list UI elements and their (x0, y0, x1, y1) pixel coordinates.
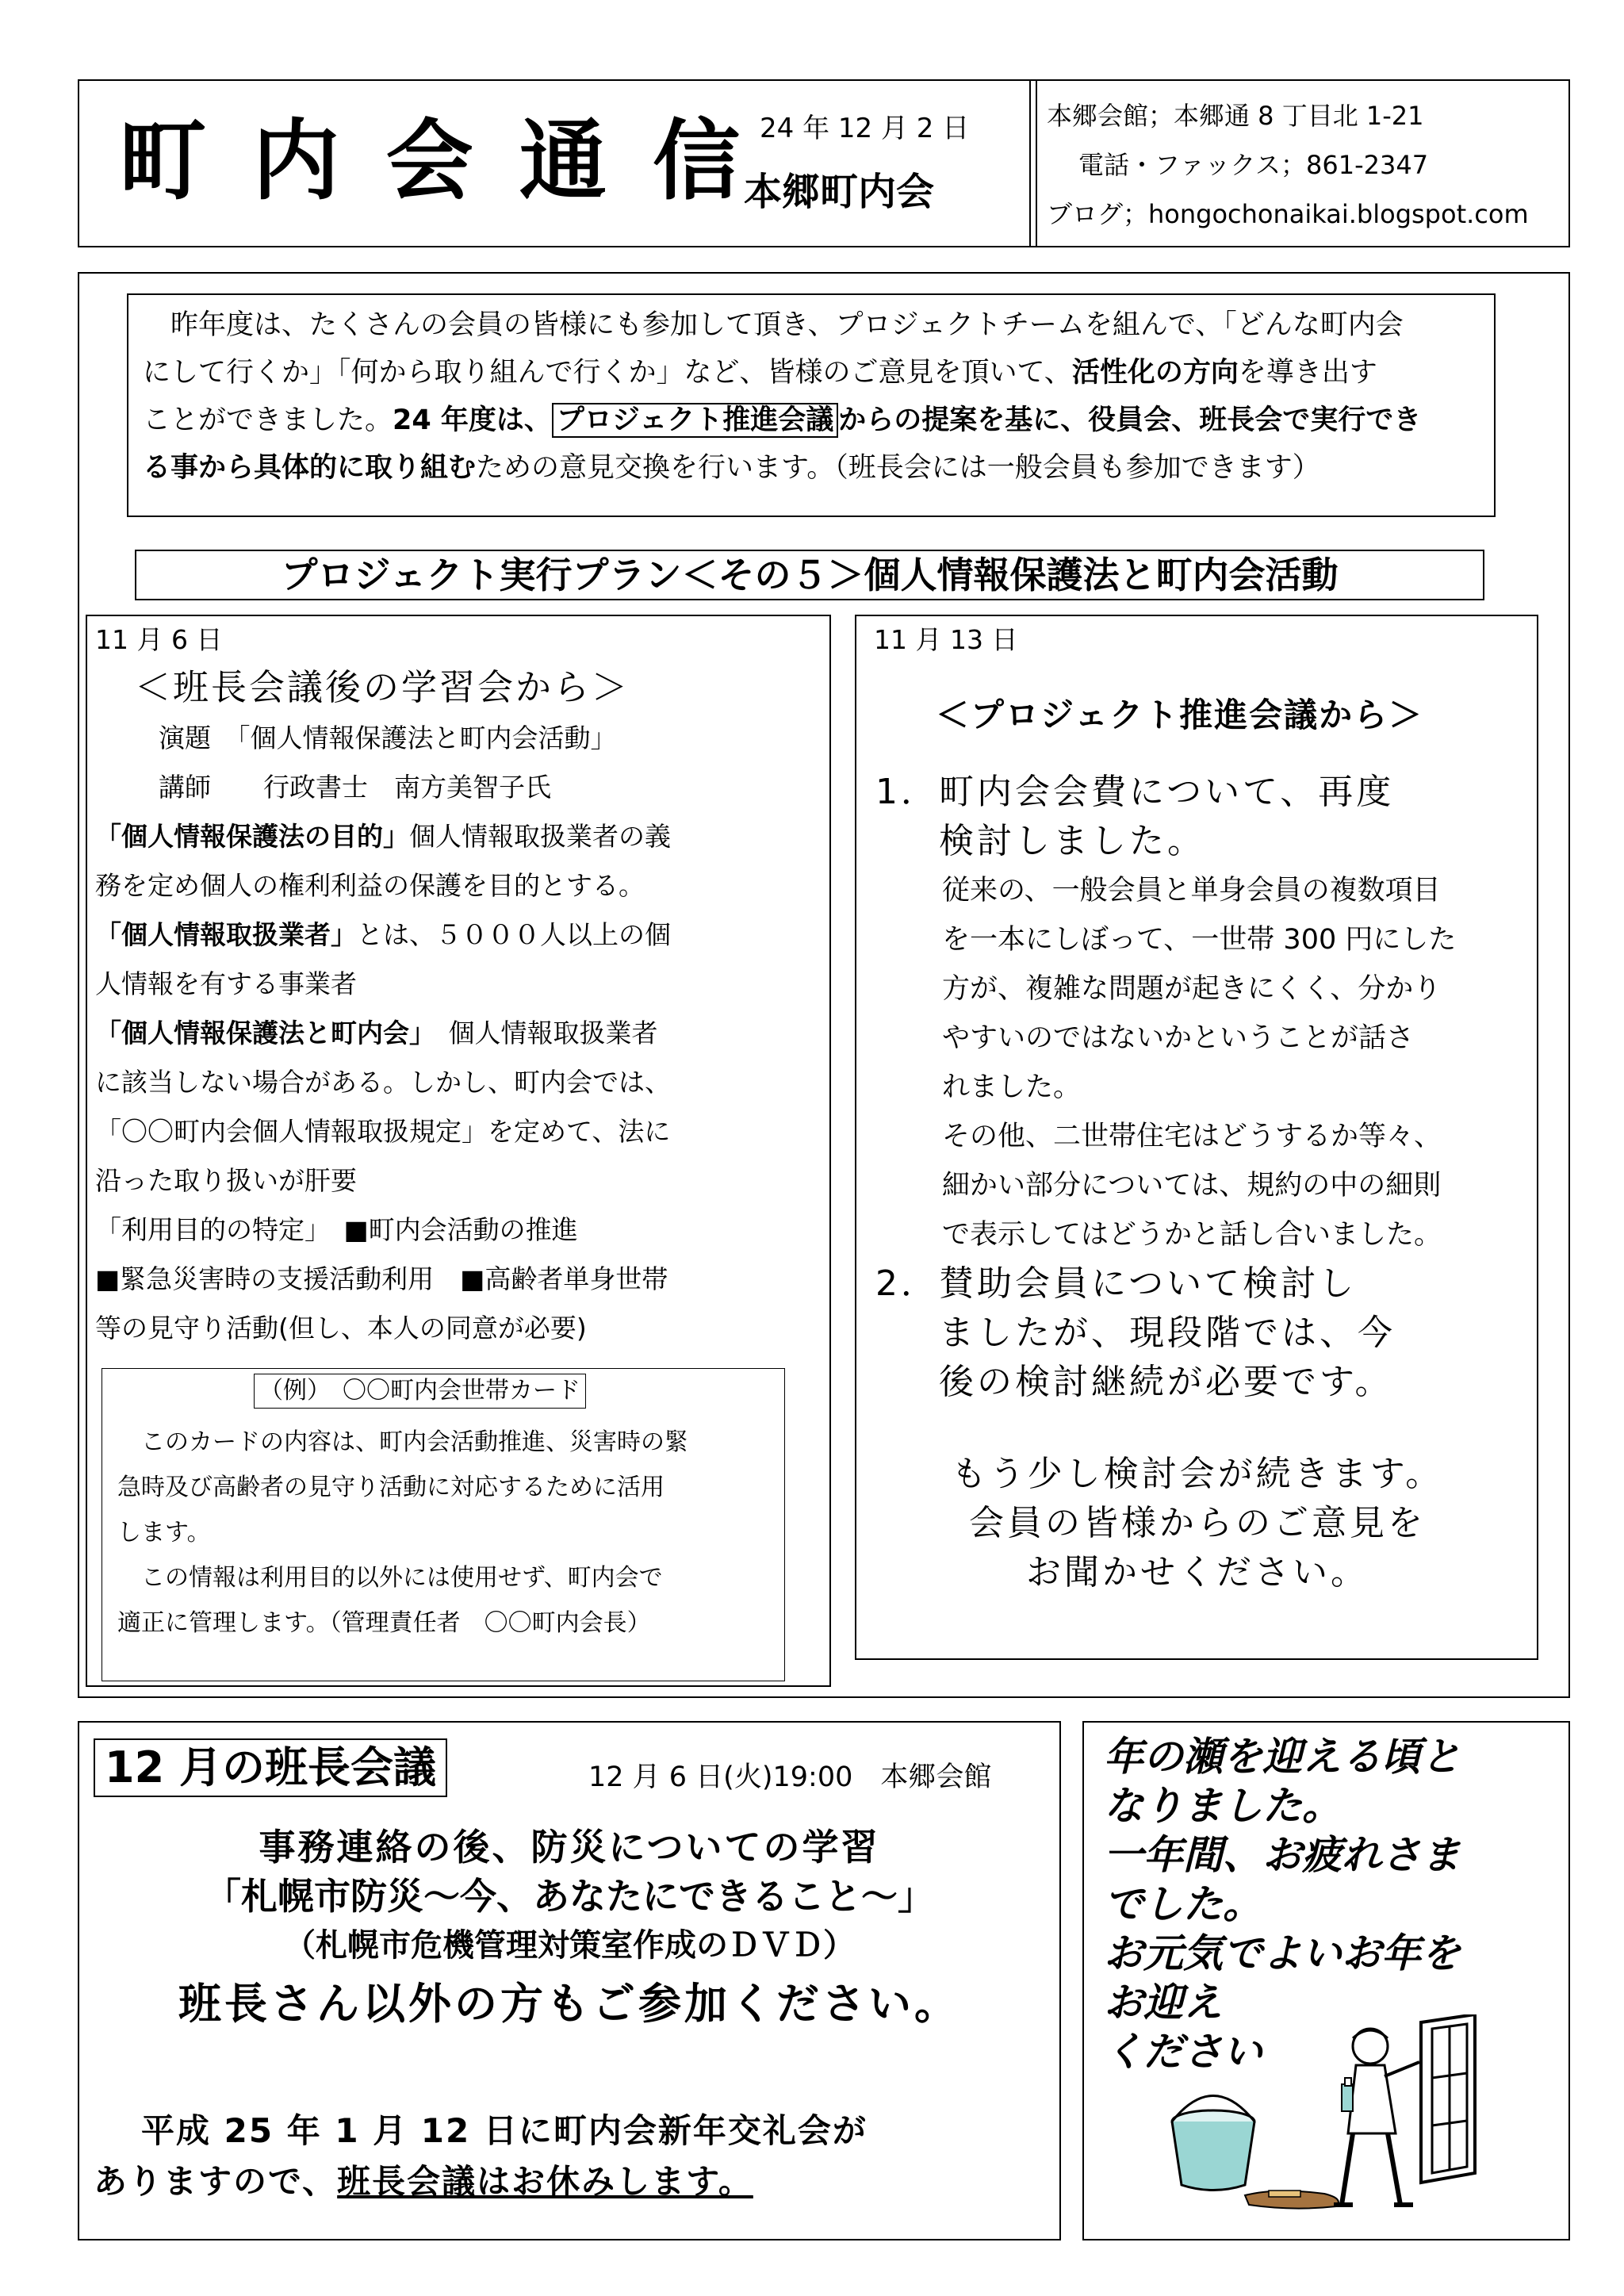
greeting-line: ください (1104, 2029, 1262, 2075)
item1-text: 従来の、一般会員と単身会員の複数項目 (942, 875, 1441, 907)
newsletter-title: 町 内 会 通 信 (119, 110, 749, 212)
item2-text: ましたが、現段階では、今 (939, 1313, 1396, 1353)
meeting-note (94, 2106, 868, 2207)
plan-title: プロジェクト実行プラン＜その５＞個人情報保護法と町内会活動 (281, 554, 1339, 596)
note-line (94, 2156, 868, 2207)
body-line: 「利用目的の特定」 ■町内会活動の推進 (95, 1214, 578, 1245)
meeting-line: 事務連絡の後、防災についての学習 (259, 1826, 880, 1869)
body-line (95, 812, 671, 861)
spray-bottle-icon (1342, 2078, 1353, 2111)
term-label: 「個人情報保護法の目的」 (95, 821, 409, 852)
item1-text: やすいのではないかということが話さ (942, 1022, 1415, 1054)
meeting-body (86, 1823, 1053, 2038)
contact-blog: ブログ；hongochonaikai.blogspot.com (1047, 199, 1529, 229)
item1-text: 方が、複雑な問題が起きにくく、分かり (942, 973, 1442, 1005)
body-line: 「〇〇町内会個人情報取扱規定」を定めて、法に (95, 1116, 671, 1147)
meeting-line: 班長さん以外の方もご参加ください。 (178, 1979, 960, 2029)
intro-line (143, 444, 1421, 492)
person-icon (1334, 2029, 1419, 2205)
lecture-topic: 演題 「個人情報保護法と町内会活動」 (159, 723, 617, 753)
household-card-text (117, 1420, 688, 1646)
greeting-line: 年の瀬を迎える頃と (1104, 1734, 1461, 1780)
intro-emphasis: からの提案を基に、役員会、班長会で実行でき (838, 404, 1422, 436)
window-icon (1421, 2014, 1475, 2183)
body-line: 等の見守り活動(但し、本人の同意が必要) (95, 1313, 587, 1343)
intro-text (143, 301, 1421, 492)
greeting-line: お迎え (1104, 1980, 1223, 2026)
intro-text-span: ための意見交換を行います。（班長会には一般会員も参加できます） (476, 452, 1320, 484)
intro-text-span: にして行くか」「何から取り組んで行くか」など、皆様のご意見を頂いて、 (143, 357, 1072, 389)
intro-text-span: を導き出す (1238, 357, 1377, 389)
body-line (95, 910, 671, 960)
bucket-icon (1172, 2096, 1254, 2191)
contact-address: 本郷会館；本郷通 8 丁目北 1-21 (1047, 101, 1424, 131)
contact-phone: 電話・ファックス；861-2347 (1078, 150, 1429, 180)
item1-text: れました。 (942, 1071, 1082, 1103)
intro-text-span: ことができました。 (143, 404, 393, 436)
item2-text: 2．賛助会員について検討し (875, 1263, 1358, 1304)
body-text: とは、５０００人以上の個 (357, 919, 671, 950)
intro-framed-term: プロジェクト推進会議 (552, 403, 838, 438)
body-line: に該当しない場合がある。しかし、町内会では、 (95, 1067, 671, 1098)
body-line: 人情報を有する事業者 (95, 968, 357, 999)
gloves-icon (1245, 2191, 1339, 2209)
card-line: します。 (117, 1519, 211, 1547)
term-label: 「個人情報保護法と町内会」 (95, 1018, 423, 1048)
greeting-line: 一年間、お疲れさま (1104, 1832, 1461, 1878)
left-date: 11 月 6 日 (95, 624, 223, 655)
body-line (95, 1009, 671, 1058)
item1-text: その他、二世帯住宅はどうするか等々、 (942, 1121, 1442, 1152)
item1-text: 細かい部分については、規約の中の細則 (942, 1170, 1442, 1202)
item1-text: を一本にしぼって、一世帯 300 円にした (942, 924, 1457, 956)
greeting-line: でした。 (1104, 1881, 1262, 1927)
closing-line: 会員の皆様からのご意見を (969, 1503, 1426, 1543)
meeting-line: 「札幌市防災～今、あなたにできること～」 (205, 1875, 934, 1918)
right-date: 11 月 13 日 (874, 624, 1018, 655)
cleaning-person-illustration (1158, 2014, 1562, 2229)
item1-text: で表示してはどうかと話し合いました。 (942, 1219, 1442, 1251)
meeting-title: 12 月の班長会議 (94, 1738, 447, 1797)
body-line: ■緊急災害時の支援活動利用 ■高齢者単身世帯 (95, 1263, 668, 1294)
right-closing (864, 1450, 1530, 1597)
household-card-title: （例） 〇〇町内会世帯カード (254, 1374, 586, 1409)
meeting-when: 12 月 6 日(火)19:00 本郷会館 (588, 1761, 992, 1793)
item2-text: 後の検討継続が必要です。 (939, 1362, 1393, 1402)
right-body (875, 768, 1456, 1407)
body-line: 務を定め個人の権利利益の保護を目的とする。 (95, 870, 645, 901)
card-line: 適正に管理します。（管理責任者 〇〇町内会長） (117, 1609, 651, 1637)
intro-emphasis: 活性化の方向 (1071, 357, 1239, 389)
intro-line (143, 349, 1421, 397)
term-label: 「個人情報取扱業者」 (95, 919, 357, 950)
intro-emphasis: 24 年度は、 (393, 404, 552, 436)
greeting-line: お元気でよいお年を (1104, 1930, 1461, 1976)
note-text: ありますので、 (94, 2162, 338, 2201)
right-heading: ＜プロジェクト推進会議から＞ (936, 696, 1424, 734)
intro-emphasis: る事から具体的に取り組む (143, 452, 477, 484)
intro-line: 昨年度は、たくさんの会員の皆様にも参加して頂き、プロジェクトチームを組んで、「どんな町内会 (143, 309, 1404, 341)
note-line: 平成 25 年 1 月 12 日に町内会新年交礼会が (141, 2111, 868, 2150)
left-heading: ＜班長会議後の学習会から＞ (135, 666, 630, 708)
item1-heading: 1．町内会会費について、再度 (875, 772, 1395, 812)
note-underlined: 班長会議はお休みします。 (337, 2162, 753, 2201)
issue-date: 24 年 12 月 2 日 (760, 113, 970, 144)
card-line: この情報は利用目的以外には使用せず、町内会で (117, 1564, 663, 1592)
greeting-line: なりました。 (1104, 1783, 1342, 1829)
intro-line (143, 397, 1421, 444)
meeting-line: （札幌市危機管理対策室作成のＤＶＤ） (284, 1927, 855, 1964)
card-line: 急時及び高齢者の見守り活動に対応するために活用 (117, 1474, 665, 1501)
item1-heading: 検討しました。 (939, 821, 1205, 861)
closing-line: お聞かせください。 (1026, 1552, 1369, 1593)
left-body (95, 714, 671, 1353)
lecture-lecturer: 講師 行政書士 南方美智子氏 (159, 772, 551, 803)
body-text: 個人情報取扱業者の義 (409, 821, 671, 852)
org-name: 本郷町内会 (744, 170, 935, 214)
body-line: 沿った取り扱いが肝要 (95, 1165, 357, 1196)
closing-line: もう少し検討会が続きます。 (951, 1454, 1444, 1494)
body-text: 個人情報取扱業者 (422, 1018, 658, 1048)
card-line: このカードの内容は、町内会活動推進、災害時の緊 (117, 1428, 688, 1456)
